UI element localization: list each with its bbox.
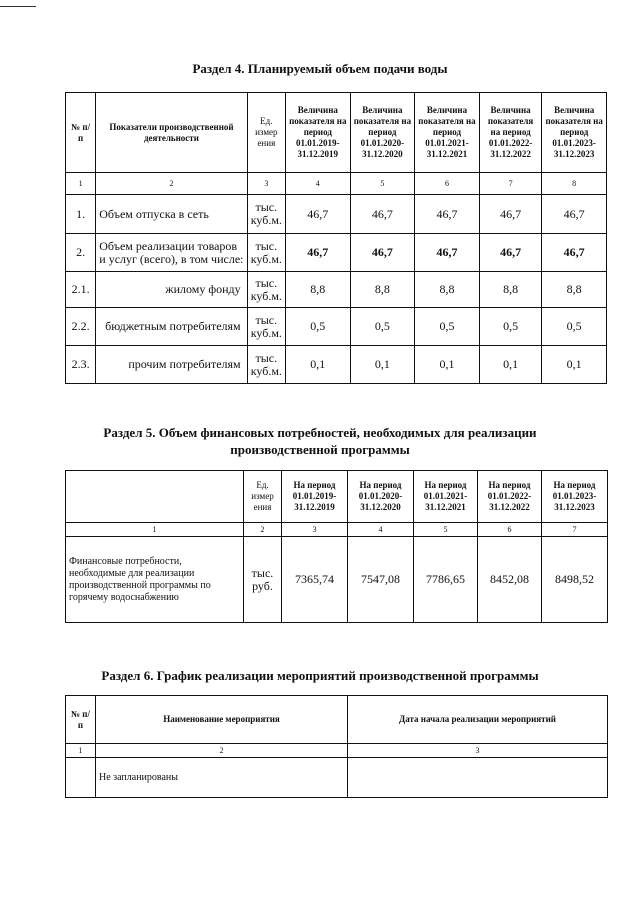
row-value: 8498,52 (542, 537, 608, 623)
section6-table (65, 695, 608, 798)
section5-index-row (66, 523, 608, 537)
row-value: 46,7 (415, 195, 480, 234)
index-cell: 3 (348, 744, 608, 758)
row-value: 46,7 (479, 195, 542, 234)
table-row (66, 272, 607, 308)
header-period-2023: Величина показателя на период 01.01.2023-31.12.2023 (542, 93, 607, 173)
row-indicator-name: бюджетным потребителям (96, 308, 247, 346)
table-row (66, 195, 607, 234)
header-period-2021: На период 01.01.2021-31.12.2021 (414, 471, 478, 523)
row-value: 8,8 (479, 272, 542, 308)
header-unit: Ед. измер ения (247, 93, 285, 173)
row-value: 8452,08 (478, 537, 542, 623)
row-value: 46,7 (286, 195, 351, 234)
index-cell: 3 (282, 523, 348, 537)
index-cell: 7 (542, 523, 608, 537)
row-number: 2.1. (66, 272, 96, 308)
row-number (66, 758, 96, 798)
row-value: 0,1 (542, 346, 607, 384)
header-unit: Ед. измер ения (244, 471, 282, 523)
index-cell: 8 (542, 173, 607, 195)
index-cell: 7 (479, 173, 542, 195)
section5-title-line2: производственной программы (230, 442, 410, 457)
row-indicator-name: Объем реализации товаров и услуг (всего), в том числе: (96, 234, 247, 272)
section4-table (65, 92, 607, 384)
row-value: 8,8 (542, 272, 607, 308)
index-cell: 1 (66, 523, 244, 537)
index-cell: 4 (286, 173, 351, 195)
row-value: 46,7 (479, 234, 542, 272)
row-value: 46,7 (542, 234, 607, 272)
activity-name: Не запланированы (96, 758, 348, 798)
index-cell: 5 (350, 173, 415, 195)
header-number: № п/п (66, 93, 96, 173)
index-cell: 2 (96, 744, 348, 758)
index-cell: 6 (478, 523, 542, 537)
header-start-date: Дата начала реализации мероприятий (348, 696, 608, 744)
index-cell: 5 (414, 523, 478, 537)
section5-title-line1: Раздел 5. Объем финансовых потребностей, необходимых для реализации (103, 425, 537, 440)
section6-header-row (66, 696, 608, 744)
row-value: 7547,08 (348, 537, 414, 623)
header-period-2022: На период 01.01.2022-31.12.2022 (478, 471, 542, 523)
index-cell: 1 (66, 744, 96, 758)
header-period-2021: Величина показателя на период 01.01.2021-31.12.2021 (415, 93, 480, 173)
row-value: 8,8 (286, 272, 351, 308)
header-period-2019: На период 01.01.2019-31.12.2019 (282, 471, 348, 523)
section6-index-row (66, 744, 608, 758)
row-value: 0,5 (479, 308, 542, 346)
index-cell: 2 (244, 523, 282, 537)
row-number: 1. (66, 195, 96, 234)
row-value: 7786,65 (414, 537, 478, 623)
table-row (66, 758, 608, 798)
index-cell: 1 (66, 173, 96, 195)
financial-needs-name: Финансовые потребности, необходимые для реализации производственной программы по горячему водоснабжению (66, 537, 244, 623)
index-cell: 2 (96, 173, 247, 195)
row-value: 0,1 (350, 346, 415, 384)
index-cell: 6 (415, 173, 480, 195)
index-cell: 3 (247, 173, 285, 195)
row-indicator-name: прочим потребителям (96, 346, 247, 384)
row-unit: тыс. куб.м. (247, 234, 285, 272)
row-value: 46,7 (350, 195, 415, 234)
row-unit: тыс. руб. (244, 537, 282, 623)
header-period-2020: Величина показателя на период 01.01.2020-31.12.2020 (350, 93, 415, 173)
row-value: 0,5 (286, 308, 351, 346)
row-number: 2. (66, 234, 96, 272)
row-unit: тыс. куб.м. (247, 195, 285, 234)
row-value: 0,5 (415, 308, 480, 346)
row-value: 0,1 (286, 346, 351, 384)
scan-corner-mark (0, 0, 36, 7)
row-value: 0,5 (542, 308, 607, 346)
row-indicator-name: жилому фонду (96, 272, 247, 308)
header-period-2022: Величина показателя на период 01.01.2022-31.12.2022 (479, 93, 542, 173)
section4-title: Раздел 4. Планируемый объем подачи воды (192, 61, 448, 76)
header-period-2023: На период 01.01.2023-31.12.2023 (542, 471, 608, 523)
row-value: 8,8 (350, 272, 415, 308)
activity-start-date (348, 758, 608, 798)
row-value: 46,7 (350, 234, 415, 272)
row-value: 8,8 (415, 272, 480, 308)
table-row (66, 308, 607, 346)
row-unit: тыс. куб.м. (247, 308, 285, 346)
row-value: 46,7 (542, 195, 607, 234)
table-row (66, 234, 607, 272)
row-unit: тыс. куб.м. (247, 272, 285, 308)
row-value: 7365,74 (282, 537, 348, 623)
table-row (66, 537, 608, 623)
header-period-2020: На период 01.01.2020-31.12.2020 (348, 471, 414, 523)
row-number: 2.2. (66, 308, 96, 346)
header-blank (66, 471, 244, 523)
header-indicator: Показатели производственной деятельности (96, 93, 247, 173)
row-value: 46,7 (286, 234, 351, 272)
header-activity-name: Наименование мероприятия (96, 696, 348, 744)
row-value: 0,1 (479, 346, 542, 384)
index-cell: 4 (348, 523, 414, 537)
header-period-2019: Величина показателя на период 01.01.2019-31.12.2019 (286, 93, 351, 173)
section4-index-row (66, 173, 607, 195)
row-indicator-name: Объем отпуска в сеть (96, 195, 247, 234)
row-value: 0,5 (350, 308, 415, 346)
header-number: № п/п (66, 696, 96, 744)
row-value: 0,1 (415, 346, 480, 384)
section5-table (65, 470, 608, 623)
row-value: 46,7 (415, 234, 480, 272)
row-number: 2.3. (66, 346, 96, 384)
section4-header-row (66, 93, 607, 173)
table-row (66, 346, 607, 384)
row-unit: тыс. куб.м. (247, 346, 285, 384)
section6-title: Раздел 6. График реализации мероприятий производственной программы (101, 668, 539, 683)
section5-header-row (66, 471, 608, 523)
